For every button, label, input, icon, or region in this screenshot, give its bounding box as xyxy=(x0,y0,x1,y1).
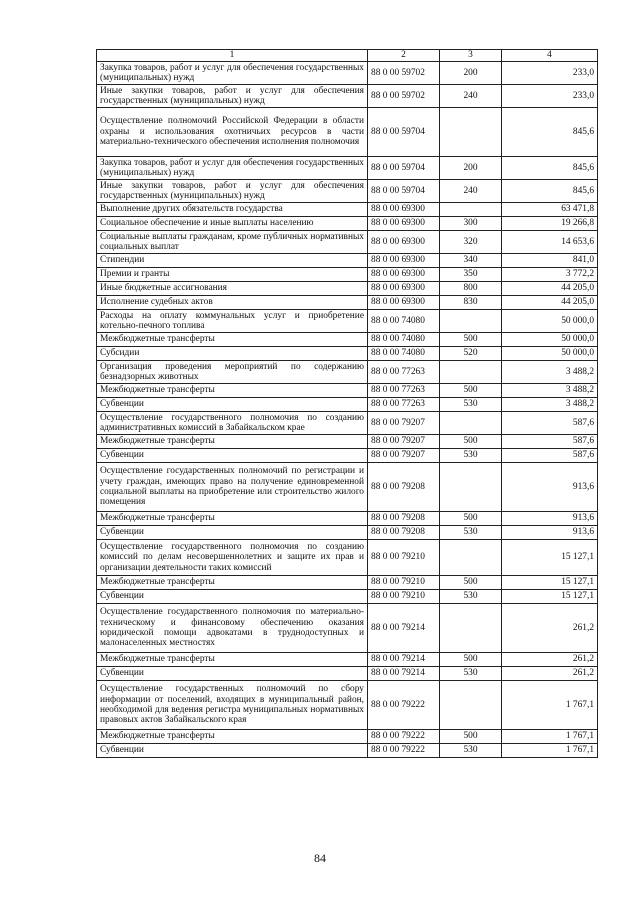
row-code: 88 0 00 79214 xyxy=(368,667,440,681)
table-row xyxy=(97,398,598,412)
row-code: 88 0 00 59702 xyxy=(368,85,440,108)
row-name: Осуществление государственного полномочия по материально-техническому и финансовому обеспечению оказания юридической помощи адвокатами в труднодоступных и малонаселенных местностях xyxy=(97,604,368,653)
table-row xyxy=(97,347,598,361)
table-row xyxy=(97,653,598,667)
row-name: Межбюджетные трансферты xyxy=(97,384,368,398)
row-amount: 845,6 xyxy=(502,108,598,157)
row-type: 830 xyxy=(440,296,502,310)
table-row xyxy=(97,576,598,590)
row-amount: 913,6 xyxy=(502,526,598,540)
row-amount: 15 127,1 xyxy=(502,590,598,604)
row-type xyxy=(440,604,502,653)
table-row xyxy=(97,254,598,268)
row-code: 88 0 00 79208 xyxy=(368,463,440,512)
row-name: Межбюджетные трансферты xyxy=(97,730,368,744)
row-type: 300 xyxy=(440,217,502,231)
row-type: 340 xyxy=(440,254,502,268)
row-code: 88 0 00 69300 xyxy=(368,268,440,282)
row-name: Субсидии xyxy=(97,347,368,361)
row-type: 500 xyxy=(440,653,502,667)
row-code: 88 0 00 69300 xyxy=(368,217,440,231)
row-type: 530 xyxy=(440,449,502,463)
row-amount: 3 488,2 xyxy=(502,398,598,412)
row-amount: 14 653,6 xyxy=(502,231,598,254)
row-name: Закупка товаров, работ и услуг для обеспечения государственных (муниципальных) нужд xyxy=(97,62,368,85)
row-name: Осуществление государственных полномочий по сбору информации от поселений, входящих в муниципальный район, необходимой для ведения регистра муниципальных нормативных правовых актов Забайкальского края xyxy=(97,681,368,730)
header-col-3: 3 xyxy=(440,50,502,62)
row-name: Социальное обеспечение и иные выплаты населению xyxy=(97,217,368,231)
row-amount: 50 000,0 xyxy=(502,347,598,361)
table-body xyxy=(97,50,598,758)
row-name: Субвенции xyxy=(97,744,368,758)
row-amount: 3 488,2 xyxy=(502,384,598,398)
row-code: 88 0 00 59702 xyxy=(368,62,440,85)
row-type: 500 xyxy=(440,384,502,398)
row-code: 88 0 00 79207 xyxy=(368,449,440,463)
row-code: 88 0 00 79207 xyxy=(368,412,440,435)
row-name: Субвенции xyxy=(97,449,368,463)
page-number: 84 xyxy=(314,851,326,865)
row-type: 530 xyxy=(440,526,502,540)
table-row xyxy=(97,744,598,758)
row-name: Субвенции xyxy=(97,398,368,412)
table-row xyxy=(97,449,598,463)
row-name: Организация проведения мероприятий по содержанию безнадзорных животных xyxy=(97,361,368,384)
row-amount: 1 767,1 xyxy=(502,744,598,758)
row-name: Межбюджетные трансферты xyxy=(97,333,368,347)
table-row xyxy=(97,85,598,108)
row-code: 88 0 00 69300 xyxy=(368,254,440,268)
row-code: 88 0 00 79222 xyxy=(368,744,440,758)
table-row xyxy=(97,310,598,333)
row-amount: 63 471,8 xyxy=(502,203,598,217)
row-code: 88 0 00 79208 xyxy=(368,512,440,526)
table-row xyxy=(97,296,598,310)
row-type: 530 xyxy=(440,590,502,604)
row-amount: 3 488,2 xyxy=(502,361,598,384)
header-col-4: 4 xyxy=(502,50,598,62)
row-code: 88 0 00 74080 xyxy=(368,310,440,333)
row-type: 530 xyxy=(440,398,502,412)
row-amount: 587,6 xyxy=(502,435,598,449)
row-amount: 15 127,1 xyxy=(502,576,598,590)
row-amount: 233,0 xyxy=(502,85,598,108)
row-type: 350 xyxy=(440,268,502,282)
table-row xyxy=(97,604,598,653)
row-type: 530 xyxy=(440,667,502,681)
row-name: Межбюджетные трансферты xyxy=(97,435,368,449)
table-row xyxy=(97,412,598,435)
table-row xyxy=(97,667,598,681)
row-amount: 15 127,1 xyxy=(502,540,598,576)
row-code: 88 0 00 77263 xyxy=(368,361,440,384)
row-name: Иные бюджетные ассигнования xyxy=(97,282,368,296)
row-type: 800 xyxy=(440,282,502,296)
row-name: Межбюджетные трансферты xyxy=(97,576,368,590)
row-amount: 845,6 xyxy=(502,180,598,203)
row-type: 520 xyxy=(440,347,502,361)
row-amount: 261,2 xyxy=(502,667,598,681)
row-code: 88 0 00 79208 xyxy=(368,526,440,540)
row-amount: 1 767,1 xyxy=(502,681,598,730)
row-type xyxy=(440,108,502,157)
table-row xyxy=(97,590,598,604)
table-row xyxy=(97,512,598,526)
header-col-2: 2 xyxy=(368,50,440,62)
row-type: 500 xyxy=(440,512,502,526)
row-name: Социальные выплаты гражданам, кроме публичных нормативных социальных выплат xyxy=(97,231,368,254)
row-name: Межбюджетные трансферты xyxy=(97,653,368,667)
row-type: 530 xyxy=(440,744,502,758)
row-code: 88 0 00 59704 xyxy=(368,157,440,180)
row-name: Осуществление государственных полномочий по регистрации и учету граждан, имеющих право на получение единовременной социальной выплаты на приобретение или строительство жилого помещения xyxy=(97,463,368,512)
row-code: 88 0 00 79214 xyxy=(368,604,440,653)
row-type xyxy=(440,361,502,384)
table-row xyxy=(97,203,598,217)
row-code: 88 0 00 69300 xyxy=(368,282,440,296)
table-row xyxy=(97,435,598,449)
row-type: 320 xyxy=(440,231,502,254)
row-type: 500 xyxy=(440,730,502,744)
row-amount: 841,0 xyxy=(502,254,598,268)
row-amount: 261,2 xyxy=(502,604,598,653)
header-col-1: 1 xyxy=(97,50,368,62)
row-name: Стипендии xyxy=(97,254,368,268)
row-type xyxy=(440,310,502,333)
row-amount: 50 000,0 xyxy=(502,333,598,347)
row-type: 500 xyxy=(440,576,502,590)
table-row xyxy=(97,730,598,744)
row-code: 88 0 00 59704 xyxy=(368,180,440,203)
row-amount: 587,6 xyxy=(502,449,598,463)
row-type xyxy=(440,463,502,512)
row-amount: 587,6 xyxy=(502,412,598,435)
row-type: 500 xyxy=(440,435,502,449)
table-header-row xyxy=(97,50,598,62)
row-type xyxy=(440,203,502,217)
row-type: 200 xyxy=(440,62,502,85)
row-code: 88 0 00 59704 xyxy=(368,108,440,157)
row-code: 88 0 00 77263 xyxy=(368,398,440,412)
row-code: 88 0 00 79207 xyxy=(368,435,440,449)
row-amount: 913,6 xyxy=(502,463,598,512)
row-code: 88 0 00 69300 xyxy=(368,203,440,217)
table-row xyxy=(97,157,598,180)
row-name: Субвенции xyxy=(97,590,368,604)
table-row xyxy=(97,361,598,384)
row-name: Осуществление государственного полномочия по созданию комиссий по делам несовершеннолетних и защите их прав и организации деятельности таких комиссий xyxy=(97,540,368,576)
row-type: 200 xyxy=(440,157,502,180)
table-row xyxy=(97,282,598,296)
row-amount: 44 205,0 xyxy=(502,296,598,310)
row-name: Межбюджетные трансферты xyxy=(97,512,368,526)
row-code: 88 0 00 77263 xyxy=(368,384,440,398)
row-type: 240 xyxy=(440,180,502,203)
row-name: Субвенции xyxy=(97,526,368,540)
row-code: 88 0 00 69300 xyxy=(368,231,440,254)
row-name: Иные закупки товаров, работ и услуг для обеспечения государственных (муниципальных) нужд xyxy=(97,180,368,203)
row-amount: 44 205,0 xyxy=(502,282,598,296)
row-amount: 261,2 xyxy=(502,653,598,667)
row-type xyxy=(440,540,502,576)
row-type: 240 xyxy=(440,85,502,108)
table-row xyxy=(97,108,598,157)
row-code: 88 0 00 79214 xyxy=(368,653,440,667)
row-amount: 233,0 xyxy=(502,62,598,85)
table-row xyxy=(97,268,598,282)
row-amount: 50 000,0 xyxy=(502,310,598,333)
row-name: Закупка товаров, работ и услуг для обеспечения государственных (муниципальных) нужд xyxy=(97,157,368,180)
row-name: Осуществление полномочий Российской Федерации в области охраны и использования охотничьих ресурсов в части материально-технического обеспечения исполнения полномочия xyxy=(97,108,368,157)
row-name: Выполнение других обязательств государства xyxy=(97,203,368,217)
table-row xyxy=(97,62,598,85)
row-amount: 19 266,8 xyxy=(502,217,598,231)
row-code: 88 0 00 79222 xyxy=(368,681,440,730)
row-amount: 845,6 xyxy=(502,157,598,180)
table-row xyxy=(97,540,598,576)
row-amount: 1 767,1 xyxy=(502,730,598,744)
row-amount: 3 772,2 xyxy=(502,268,598,282)
row-name: Иные закупки товаров, работ и услуг для обеспечения государственных (муниципальных) нужд xyxy=(97,85,368,108)
row-name: Субвенции xyxy=(97,667,368,681)
row-code: 88 0 00 79210 xyxy=(368,590,440,604)
table-row xyxy=(97,681,598,730)
table-row xyxy=(97,231,598,254)
row-code: 88 0 00 69300 xyxy=(368,296,440,310)
row-name: Исполнение судебных актов xyxy=(97,296,368,310)
row-code: 88 0 00 79210 xyxy=(368,576,440,590)
row-code: 88 0 00 79222 xyxy=(368,730,440,744)
row-type: 500 xyxy=(440,333,502,347)
row-code: 88 0 00 79210 xyxy=(368,540,440,576)
table-row xyxy=(97,384,598,398)
table-row xyxy=(97,333,598,347)
row-code: 88 0 00 74080 xyxy=(368,347,440,361)
row-type xyxy=(440,412,502,435)
row-code: 88 0 00 74080 xyxy=(368,333,440,347)
table-row xyxy=(97,463,598,512)
table-row xyxy=(97,180,598,203)
row-name: Осуществление государственного полномочия по созданию административных комиссий в Забайкальском крае xyxy=(97,412,368,435)
row-name: Премии и гранты xyxy=(97,268,368,282)
budget-table xyxy=(96,49,598,758)
row-amount: 913,6 xyxy=(502,512,598,526)
table-row xyxy=(97,217,598,231)
row-name: Расходы на оплату коммунальных услуг и приобретение котельно-печного топлива xyxy=(97,310,368,333)
table-row xyxy=(97,526,598,540)
row-type xyxy=(440,681,502,730)
